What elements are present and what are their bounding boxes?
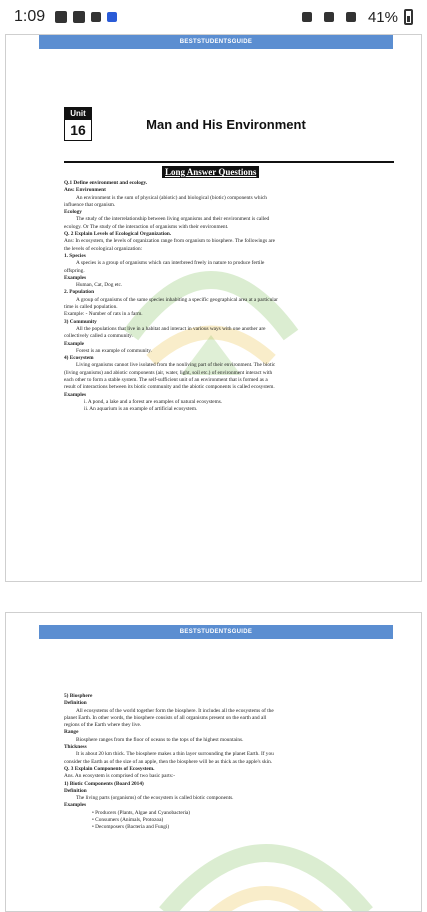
text-line: Q. 3 Explain Components of Ecosystem. [64,765,155,772]
text-line: Definition [64,700,87,707]
text-line: 1) Biotic Components (Board 2014) [64,780,144,787]
text-line: Examples [64,391,87,398]
text-line: (living organisms) and abiotic components (air, water, light, soil etc.) of environment interact with [64,369,273,376]
text-line: i. A pond, a lake and a forest are examples of natural ecosystems. [84,398,223,405]
battery-icon [404,9,413,25]
battery-percent: 41% [367,8,398,26]
text-line: Ans: Environment [64,187,106,194]
pdf-viewer[interactable] [0,34,427,900]
text-line: All ecosystems of the world together form the biosphere. It includes all the ecosystems of the [76,707,274,714]
text-line: the levels of ecological organization: [64,245,143,252]
text-line: Human, Cat, Dog etc. [76,282,123,289]
text-line: time is called population. [64,304,118,311]
text-line: A species is a group of organisms which can interbreed freely in nature to produce fertile [76,260,265,267]
chapter-title: Man and His Environment [146,117,306,132]
text-line: Definition [64,787,87,794]
text-line: Ecology [64,209,82,216]
text-line: offspring. [64,267,85,274]
text-line: Living organisms cannot live isolated from the nonliving part of their environment. The biotic [76,362,276,369]
text-line: • Producers (Plants, Algae and Cyanobacteria) [92,809,191,816]
text-line: Thickness [64,744,87,751]
text-line: An environment is the sum of physical (abiotic) and biological (biotic) components which [76,194,267,201]
text-line: • Decomposers (Bacteria and Fungi) [92,824,170,831]
page-1-text [64,180,396,414]
text-line: 2. Population [64,289,95,296]
quote-notification-icon [107,12,117,22]
unit-badge [64,107,92,141]
text-line: All the populations that live in a habitat and interact in various ways with one another are [76,325,266,332]
title-divider [64,161,394,163]
section-heading: Long Answer Questions [162,166,259,178]
text-line: 3) Community [64,318,97,325]
status-time: 1:09 [14,8,46,25]
text-line: A group of organisms of the same species inhabiting a specific geographical area at a particular [76,296,278,303]
text-line: Example: - Number of rats in a farm. [64,311,143,318]
signal-icon [346,12,356,22]
text-line: ecology. Or The study of the interaction of organisms with their environment. [64,223,229,230]
page-header-banner: BESTSTUDENTSGUIDE [39,35,393,49]
text-line: Example [64,340,85,347]
text-line: each other to form a stable system. The self-sufficient unit of an environment that is formed as a [64,377,268,384]
page-header-banner: BESTSTUDENTSGUIDE [39,625,393,639]
unit-number: 16 [70,122,86,138]
text-line: It is about 20 km thick. The biosphere makes a thin layer surrounding the planet Earth. If you [76,751,274,758]
text-line: 1. Species [64,252,86,259]
text-line: Q. 2 Explain Levels of Ecological Organization. [64,231,172,238]
text-line: result of interactions between its biotic community and the abiotic components is called ecosystem. [64,384,275,391]
status-right [302,9,413,26]
text-line: 4) Ecosystem [64,355,94,362]
text-line: 5) Biosphere [64,693,93,699]
text-line: collectively called a community. [64,333,133,340]
mute-icon [324,12,334,22]
news-notification-icon [73,11,85,23]
text-line: The study of the interrelationship between living organisms and their environment is called [76,216,270,223]
text-line: regions of the Earth where they live. [64,722,142,729]
page-2-text [64,693,396,832]
text-line: ii. An aquarium is an example of artificial ecosystem. [84,406,198,413]
text-line: Examples [64,802,87,809]
text-line: Examples [64,274,87,281]
text-line: Ans. An ecosystem is comprised of two basic parts:- [64,773,176,780]
text-line: Biosphere ranges from the floor of oceans to the tops of the highest mountains. [76,736,244,743]
text-line: Range [64,729,79,736]
document-page-1[interactable] [5,34,422,582]
gallery-notification-icon [55,11,67,23]
text-line: consider the Earth as of the size of an apple, then the biosphere will be as thick as the apple's skin. [64,758,273,765]
status-bar [0,0,427,34]
text-line: planet Earth. In other words, the biosphere consists of all organisms present on the earth and all [64,714,267,721]
text-line: influence that organism. [64,201,116,208]
download-notification-icon [91,12,101,22]
alarm-icon [302,12,312,22]
text-line: Q.1 Define environment and ecology. [64,180,148,186]
text-line: Forest is an example of community. [76,347,152,354]
text-line: The living parts (organisms) of the ecosystem is called biotic components. [76,795,234,802]
document-page-2[interactable] [5,612,422,912]
text-line: Ans: In ecosystem, the levels of organization range from organism to biosphere. The followings are [64,238,275,245]
text-line: • Consumers (Animals, Protozoa) [92,817,164,824]
unit-label: Unit [65,108,91,120]
